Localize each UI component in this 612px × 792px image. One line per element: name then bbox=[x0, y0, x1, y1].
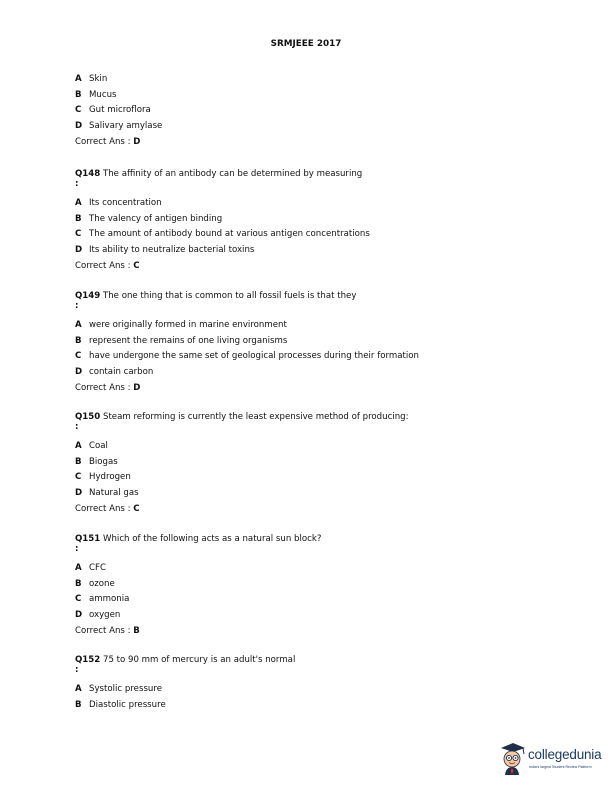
option-d: D Its ability to neutralize bacterial toxins bbox=[75, 245, 255, 256]
option-b: B ozone bbox=[75, 578, 115, 589]
option-d: D oxygen bbox=[75, 610, 121, 621]
option-b: B Mucus bbox=[75, 89, 117, 100]
option-c: C Hydrogen bbox=[75, 472, 131, 483]
correct-answer: Correct Ans : C bbox=[75, 260, 140, 271]
page-title: SRMJEEE 2017 bbox=[270, 39, 342, 49]
option-d: D contain carbon bbox=[75, 367, 154, 378]
brand-name: collegedunia bbox=[528, 747, 602, 762]
option-a: A Coal bbox=[75, 441, 108, 451]
option-d: D Natural gas bbox=[75, 488, 139, 499]
option-b: B represent the remains of one living organisms bbox=[75, 335, 288, 346]
previous-question-continuation bbox=[75, 73, 545, 148]
option-d: D Salivary amylase bbox=[75, 121, 163, 132]
question-149: Q149 The one thing that is common to all fossil fuels is that they : A were originally formed in marine environment B represent the remains of one living organisms C have undergone the same set of geological processes during their formation D contain carbon Correct Ans : D bbox=[75, 290, 545, 394]
correct-answer: Correct Ans : D bbox=[75, 136, 141, 147]
option-c: C have undergone the same set of geological processes during their formation bbox=[75, 351, 419, 362]
option-a: A Skin bbox=[75, 74, 108, 84]
brand-tagline: India's largest Student Review Platform bbox=[529, 765, 592, 769]
question-150: Q150 Steam reforming is currently the least expensive method of producing: : A Coal B Biogas C Hydrogen D Natural gas Correct Ans : C bbox=[75, 411, 545, 515]
option-a: A were originally formed in marine environment bbox=[75, 320, 287, 330]
question-text: Q151 Which of the following acts as a natural sun block? bbox=[75, 534, 322, 544]
correct-answer: Correct Ans : C bbox=[75, 503, 140, 514]
option-c: C ammonia bbox=[75, 594, 130, 605]
option-a: A Systolic pressure bbox=[75, 684, 162, 694]
option-b: B Diastolic pressure bbox=[75, 699, 166, 710]
option-b: B Biogas bbox=[75, 456, 118, 467]
option-c: C Gut microflora bbox=[75, 105, 151, 116]
question-text: Q148 The affinity of an antibody can be determined by measuring bbox=[75, 169, 363, 179]
option-a: A Its concentration bbox=[75, 198, 162, 208]
question-148: Q148 The affinity of an antibody can be determined by measuring : A Its concentration B The valency of antigen binding C The amount of antibody bound at various antigen concentrations D Its ability to neutralize bacterial toxins Correct Ans : C bbox=[75, 168, 545, 272]
correct-answer: Correct Ans : D bbox=[75, 382, 141, 393]
option-c: C The amount of antibody bound at various antigen concentrations bbox=[75, 229, 370, 240]
question-text: Q152 75 to 90 mm of mercury is an adult's normal bbox=[75, 655, 296, 665]
brand-logo bbox=[497, 742, 605, 778]
question-text: Q150 Steam reforming is currently the least expensive method of producing: bbox=[75, 412, 409, 422]
graduate-mascot-icon bbox=[497, 742, 527, 776]
correct-answer: Correct Ans : B bbox=[75, 625, 140, 636]
option-a: A CFC bbox=[75, 563, 106, 573]
question-text: Q149 The one thing that is common to all fossil fuels is that they bbox=[75, 291, 357, 301]
question-152: Q152 75 to 90 mm of mercury is an adult's normal : A Systolic pressure B Diastolic pressure bbox=[75, 654, 545, 714]
option-b: B The valency of antigen binding bbox=[75, 213, 223, 224]
question-151: Q151 Which of the following acts as a natural sun block? : A CFC B ozone C ammonia D oxygen Correct Ans : B bbox=[75, 533, 545, 637]
